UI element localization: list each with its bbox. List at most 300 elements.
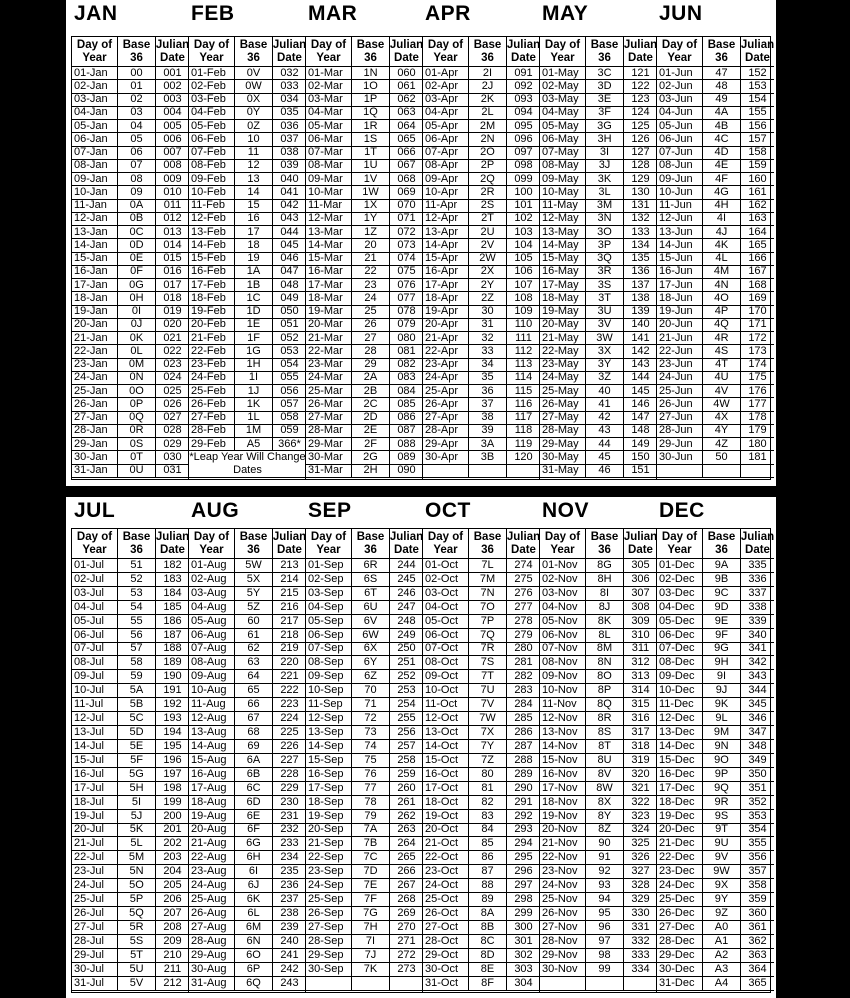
day-of-year-cell: 22-Nov [540,851,586,865]
base36-cell: 3E [586,94,624,107]
day-of-year-cell: 03-Oct [423,587,469,601]
base36-cell: 8M [586,643,624,657]
empty-cell [624,977,657,991]
day-of-year-cell: 21-May [540,332,586,345]
base36-cell: 7M [469,573,507,587]
julian-date-cell: 004 [156,107,189,120]
julian-date-cell: 123 [624,94,657,107]
base36-cell: 95 [586,907,624,921]
julian-date-cell: 206 [156,893,189,907]
julian-date-cell: 196 [156,754,189,768]
day-of-year-cell: 21-Jun [657,332,703,345]
day-of-year-cell: 20-Jul [72,824,118,838]
day-of-year-cell: 09-Jul [72,670,118,684]
day-of-year-cell: 05-Nov [540,615,586,629]
day-of-year-cell: 30-Jul [72,963,118,977]
base36-cell: 44 [586,438,624,451]
julian-date-cell: 164 [741,226,774,239]
julian-date-cell: 133 [624,226,657,239]
day-of-year-cell: 01-Jul [72,559,118,573]
julian-date-cell: 349 [741,754,774,768]
julian-date-cell: 091 [507,67,540,80]
month-column [540,37,657,479]
day-of-year-cell: 17-Nov [540,782,586,796]
day-of-year-cell: 15-Oct [423,754,469,768]
day-of-year-cell: 07-Jan [72,147,118,160]
base36-cell: 53 [118,587,156,601]
day-of-year-cell: 05-Dec [657,615,703,629]
base36-header: Base 36 [586,529,624,559]
base36-cell: 08 [118,173,156,186]
base36-cell: 74 [352,740,390,754]
base36-cell: 5C [118,712,156,726]
julian-date-cell: 045 [273,239,306,252]
julian-date-cell: 332 [624,935,657,949]
julian-date-cell: 286 [507,726,540,740]
day-of-year-cell: 12-Mar [306,213,352,226]
julian-date-cell: 263 [390,824,423,838]
julian-date-cell: 060 [390,67,423,80]
day-of-year-cell: 25-Jun [657,385,703,398]
julian-date-cell: 295 [507,851,540,865]
julian-date-cell: 174 [741,359,774,372]
base36-cell: 0K [118,332,156,345]
julian-date-cell: 101 [507,200,540,213]
julian-date-cell: 265 [390,851,423,865]
calendar-panel-jan-jun [66,0,776,486]
julian-date-cell: 068 [390,173,423,186]
month-column [189,37,306,479]
base36-cell: 06 [118,147,156,160]
base36-cell: 6J [235,879,273,893]
base36-cell: 2X [469,266,507,279]
julian-date-cell: 225 [273,726,306,740]
julian-date-cell: 075 [390,266,423,279]
day-of-year-cell: 22-Sep [306,851,352,865]
base36-cell: 4N [703,279,741,292]
julian-date-cell: 234 [273,851,306,865]
base36-cell: 52 [118,573,156,587]
julian-date-cell: 257 [390,740,423,754]
month-title: MAY [542,2,589,25]
julian-date-cell: 013 [156,226,189,239]
base36-cell: 3P [586,239,624,252]
base36-cell: 6N [235,935,273,949]
day-of-year-cell: 30-Aug [189,963,235,977]
base36-cell: 19 [235,253,273,266]
base36-cell: 5Z [235,601,273,615]
day-of-year-cell: 01-Sep [306,559,352,573]
base36-cell: 6C [235,782,273,796]
day-of-year-cell: 03-Apr [423,94,469,107]
base36-cell: 0W [235,80,273,93]
month-column [306,37,423,479]
julian-date-cell: 160 [741,173,774,186]
julian-date-cell: 222 [273,684,306,698]
julian-date-cell: 329 [624,893,657,907]
julian-date-cell: 102 [507,213,540,226]
day-of-year-cell: 18-Jan [72,292,118,305]
base36-cell: 3Q [586,253,624,266]
day-of-year-cell: 04-Nov [540,601,586,615]
base36-cell: 8R [586,712,624,726]
day-of-year-cell: 13-Mar [306,226,352,239]
base36-cell: 60 [235,615,273,629]
day-of-year-cell: 21-Apr [423,332,469,345]
base36-cell: 3O [586,226,624,239]
base36-cell: 36 [469,385,507,398]
day-of-year-cell: 23-Apr [423,359,469,372]
base36-cell: 5H [118,782,156,796]
base36-cell: 9Z [703,907,741,921]
base36-cell: 3J [586,160,624,173]
month-title: AUG [191,499,240,522]
julian-date-cell: 151 [624,465,657,478]
base36-cell: 48 [703,80,741,93]
day-of-year-header: Day of Year [72,529,118,559]
day-of-year-cell: 17-Sep [306,782,352,796]
day-of-year-cell: 30-Sep [306,963,352,977]
julian-date-cell: 366* [273,438,306,451]
base36-cell: 6L [235,907,273,921]
base36-cell: 0R [118,425,156,438]
julian-date-cell: 065 [390,133,423,146]
base36-cell: 9H [703,656,741,670]
julian-date-cell: 361 [741,921,774,935]
julian-date-cell: 270 [390,921,423,935]
base36-header: Base 36 [118,529,156,559]
day-of-year-cell: 26-Apr [423,398,469,411]
day-of-year-cell: 16-Jun [657,266,703,279]
day-of-year-cell: 01-Oct [423,559,469,573]
day-of-year-cell: 09-Feb [189,173,235,186]
base36-cell: 6Y [352,656,390,670]
julian-date-cell: 098 [507,160,540,173]
base36-cell: 3L [586,186,624,199]
base36-cell: 68 [235,726,273,740]
base36-cell: 77 [352,782,390,796]
julian-date-cell: 018 [156,292,189,305]
julian-date-cell: 256 [390,726,423,740]
base36-cell: 4K [703,239,741,252]
base36-cell: 8Z [586,824,624,838]
base36-cell: A5 [235,438,273,451]
julian-date-cell: 015 [156,253,189,266]
day-of-year-cell: 11-Oct [423,698,469,712]
day-of-year-header: Day of Year [540,37,586,67]
base36-cell: 6F [235,824,273,838]
julian-date-cell: 172 [741,332,774,345]
base36-cell: 1A [235,266,273,279]
base36-cell: 1R [352,120,390,133]
base36-cell: 6I [235,865,273,879]
julian-date-cell: 128 [624,160,657,173]
day-of-year-cell: 13-Feb [189,226,235,239]
day-of-year-cell: 06-Dec [657,629,703,643]
day-of-year-cell: 20-May [540,319,586,332]
day-of-year-cell: 10-May [540,186,586,199]
day-of-year-cell: 02-Sep [306,573,352,587]
day-of-year-cell: 26-Jul [72,907,118,921]
base36-cell: 2U [469,226,507,239]
julian-table [71,36,774,480]
julian-date-cell: 271 [390,935,423,949]
day-of-year-cell: 28-Apr [423,425,469,438]
julian-date-cell: 277 [507,601,540,615]
day-of-year-cell: 23-Nov [540,865,586,879]
base36-cell: 99 [586,963,624,977]
day-of-year-cell: 25-Mar [306,385,352,398]
day-of-year-cell: 23-Aug [189,865,235,879]
day-of-year-cell: 06-Jul [72,629,118,643]
day-of-year-cell: 15-Dec [657,754,703,768]
base36-cell: 7W [469,712,507,726]
day-of-year-cell: 04-Sep [306,601,352,615]
base36-cell: 8A [469,907,507,921]
day-of-year-cell: 11-Jul [72,698,118,712]
day-of-year-cell: 20-Jan [72,319,118,332]
base36-cell: 0B [118,213,156,226]
base36-cell: 2B [352,385,390,398]
base36-cell: 5M [118,851,156,865]
base36-cell: 1E [235,319,273,332]
base36-cell: 59 [118,670,156,684]
day-of-year-cell: 27-Aug [189,921,235,935]
base36-cell: 6M [235,921,273,935]
julian-date-cell: 003 [156,94,189,107]
day-of-year-cell: 11-Apr [423,200,469,213]
julian-date-cell: 365 [741,977,774,991]
day-of-year-cell: 20-Apr [423,319,469,332]
julian-date-cell: 357 [741,865,774,879]
base36-cell: 65 [235,684,273,698]
day-of-year-cell: 01-Nov [540,559,586,573]
base36-cell: 6D [235,796,273,810]
base36-cell: 3D [586,80,624,93]
base36-cell: 2F [352,438,390,451]
day-of-year-cell: 16-Aug [189,768,235,782]
day-of-year-cell: 07-Aug [189,643,235,657]
month-column [423,37,540,479]
julian-date-cell: 211 [156,963,189,977]
base36-cell: 3Y [586,359,624,372]
day-of-year-cell: 06-Feb [189,133,235,146]
day-of-year-cell: 01-Mar [306,67,352,80]
julian-date-cell: 130 [624,186,657,199]
base36-cell: 2P [469,160,507,173]
empty-cell [540,977,586,991]
julian-date-cell: 129 [624,173,657,186]
julian-date-cell: 034 [273,94,306,107]
julian-date-cell: 150 [624,451,657,464]
base36-cell: 6S [352,573,390,587]
base36-cell: 9X [703,879,741,893]
julian-date-cell: 188 [156,643,189,657]
base36-cell: 30 [469,306,507,319]
base36-cell: 2H [352,465,390,478]
julian-date-cell: 126 [624,133,657,146]
base36-cell: 9O [703,754,741,768]
month-column [423,529,540,992]
day-of-year-cell: 18-Dec [657,796,703,810]
base36-cell: 3Z [586,372,624,385]
day-of-year-cell: 27-Feb [189,412,235,425]
day-of-year-cell: 12-Sep [306,712,352,726]
julian-date-cell: 039 [273,160,306,173]
day-of-year-cell: 17-Feb [189,279,235,292]
base36-cell: 5D [118,726,156,740]
day-of-year-cell: 03-Jun [657,94,703,107]
julian-date-cell: 305 [624,559,657,573]
julian-date-cell: 067 [390,160,423,173]
base36-cell: 5B [118,698,156,712]
month-title: JUN [659,2,703,25]
day-of-year-cell: 09-Jun [657,173,703,186]
julian-date-cell: 053 [273,345,306,358]
base36-cell: 1Z [352,226,390,239]
day-of-year-cell: 12-Nov [540,712,586,726]
day-of-year-cell: 14-Jul [72,740,118,754]
julian-date-cell: 232 [273,824,306,838]
julian-date-cell: 131 [624,200,657,213]
day-of-year-cell: 19-Feb [189,306,235,319]
day-of-year-cell: 10-Sep [306,684,352,698]
base36-cell: 9V [703,851,741,865]
day-of-year-cell: 18-Mar [306,292,352,305]
base36-cell: 56 [118,629,156,643]
julian-date-cell: 303 [507,963,540,977]
base36-cell: 75 [352,754,390,768]
base36-cell: 5Q [118,907,156,921]
base36-cell: 61 [235,629,273,643]
day-of-year-cell: 26-Aug [189,907,235,921]
base36-cell: 29 [352,359,390,372]
julian-date-cell: 237 [273,893,306,907]
day-of-year-cell: 12-Dec [657,712,703,726]
base36-cell: 9J [703,684,741,698]
julian-date-cell: 259 [390,768,423,782]
base36-cell: 0J [118,319,156,332]
julian-date-cell: 319 [624,754,657,768]
julian-date-cell: 227 [273,754,306,768]
base36-cell: 0Y [235,107,273,120]
base36-cell: 8V [586,768,624,782]
base36-cell: 9Y [703,893,741,907]
base36-cell: 45 [586,451,624,464]
julian-date-cell: 022 [156,345,189,358]
base36-cell: A0 [703,921,741,935]
base36-cell: 9N [703,740,741,754]
julian-date-cell: 261 [390,796,423,810]
base36-cell: 97 [586,935,624,949]
base36-cell: 9B [703,573,741,587]
julian-date-cell: 331 [624,921,657,935]
day-of-year-cell: 18-Jul [72,796,118,810]
base36-cell: 3I [586,147,624,160]
day-of-year-header: Day of Year [306,529,352,559]
base36-cell: 7E [352,879,390,893]
day-of-year-cell: 26-Oct [423,907,469,921]
day-of-year-cell: 21-Jan [72,332,118,345]
julian-date-cell: 006 [156,133,189,146]
julian-date-cell: 348 [741,740,774,754]
julian-date-cell: 219 [273,643,306,657]
day-of-year-cell: 21-Dec [657,837,703,851]
day-of-year-cell: 29-Mar [306,438,352,451]
day-of-year-cell: 03-Aug [189,587,235,601]
day-of-year-cell: 02-Feb [189,80,235,93]
base36-cell: 67 [235,712,273,726]
day-of-year-cell: 27-Jan [72,412,118,425]
day-of-year-cell: 18-Apr [423,292,469,305]
base36-cell: 8S [586,726,624,740]
julian-date-cell: 152 [741,67,774,80]
julian-date-cell: 078 [390,306,423,319]
day-of-year-cell: 18-Nov [540,796,586,810]
julian-date-cell: 111 [507,332,540,345]
day-of-year-cell: 19-Jul [72,810,118,824]
day-of-year-cell: 03-Nov [540,587,586,601]
julian-date-cell: 181 [741,451,774,464]
julian-date-cell: 346 [741,712,774,726]
base36-cell: 3U [586,306,624,319]
julian-date-cell: 313 [624,670,657,684]
julian-date-cell: 062 [390,94,423,107]
base36-cell: 4W [703,398,741,411]
julian-date-cell: 028 [156,425,189,438]
base36-cell: 6A [235,754,273,768]
base36-cell: 6K [235,893,273,907]
day-of-year-cell: 04-Oct [423,601,469,615]
base36-cell: 5U [118,963,156,977]
julian-date-cell: 107 [507,279,540,292]
julian-date-cell: 202 [156,837,189,851]
julian-date-cell: 247 [390,601,423,615]
day-of-year-cell: 24-Aug [189,879,235,893]
base36-cell: 79 [352,810,390,824]
julian-date-cell: 170 [741,306,774,319]
day-of-year-cell: 24-Feb [189,372,235,385]
base36-header: Base 36 [469,37,507,67]
day-of-year-cell: 23-Sep [306,865,352,879]
base36-cell: 6T [352,587,390,601]
base36-cell: 5I [118,796,156,810]
base36-cell: 1G [235,345,273,358]
base36-cell: 1P [352,94,390,107]
base36-cell: 43 [586,425,624,438]
base36-header: Base 36 [469,529,507,559]
day-of-year-cell: 30-May [540,451,586,464]
julian-date-cell: 088 [390,438,423,451]
base36-cell: 8C [469,935,507,949]
day-of-year-cell: 21-Mar [306,332,352,345]
day-of-year-cell: 05-Sep [306,615,352,629]
julian-date-cell: 135 [624,253,657,266]
base36-cell: 9C [703,587,741,601]
base36-cell: 3K [586,173,624,186]
day-of-year-cell: 10-Mar [306,186,352,199]
julian-date-cell: 145 [624,385,657,398]
base36-cell: 2Z [469,292,507,305]
day-of-year-cell: 17-Jun [657,279,703,292]
base36-cell: 5G [118,768,156,782]
day-of-year-cell: 15-Nov [540,754,586,768]
day-of-year-cell: 26-Jan [72,398,118,411]
julian-date-cell: 315 [624,698,657,712]
julian-date-cell: 017 [156,279,189,292]
day-of-year-cell: 22-May [540,345,586,358]
base36-cell: 6P [235,963,273,977]
